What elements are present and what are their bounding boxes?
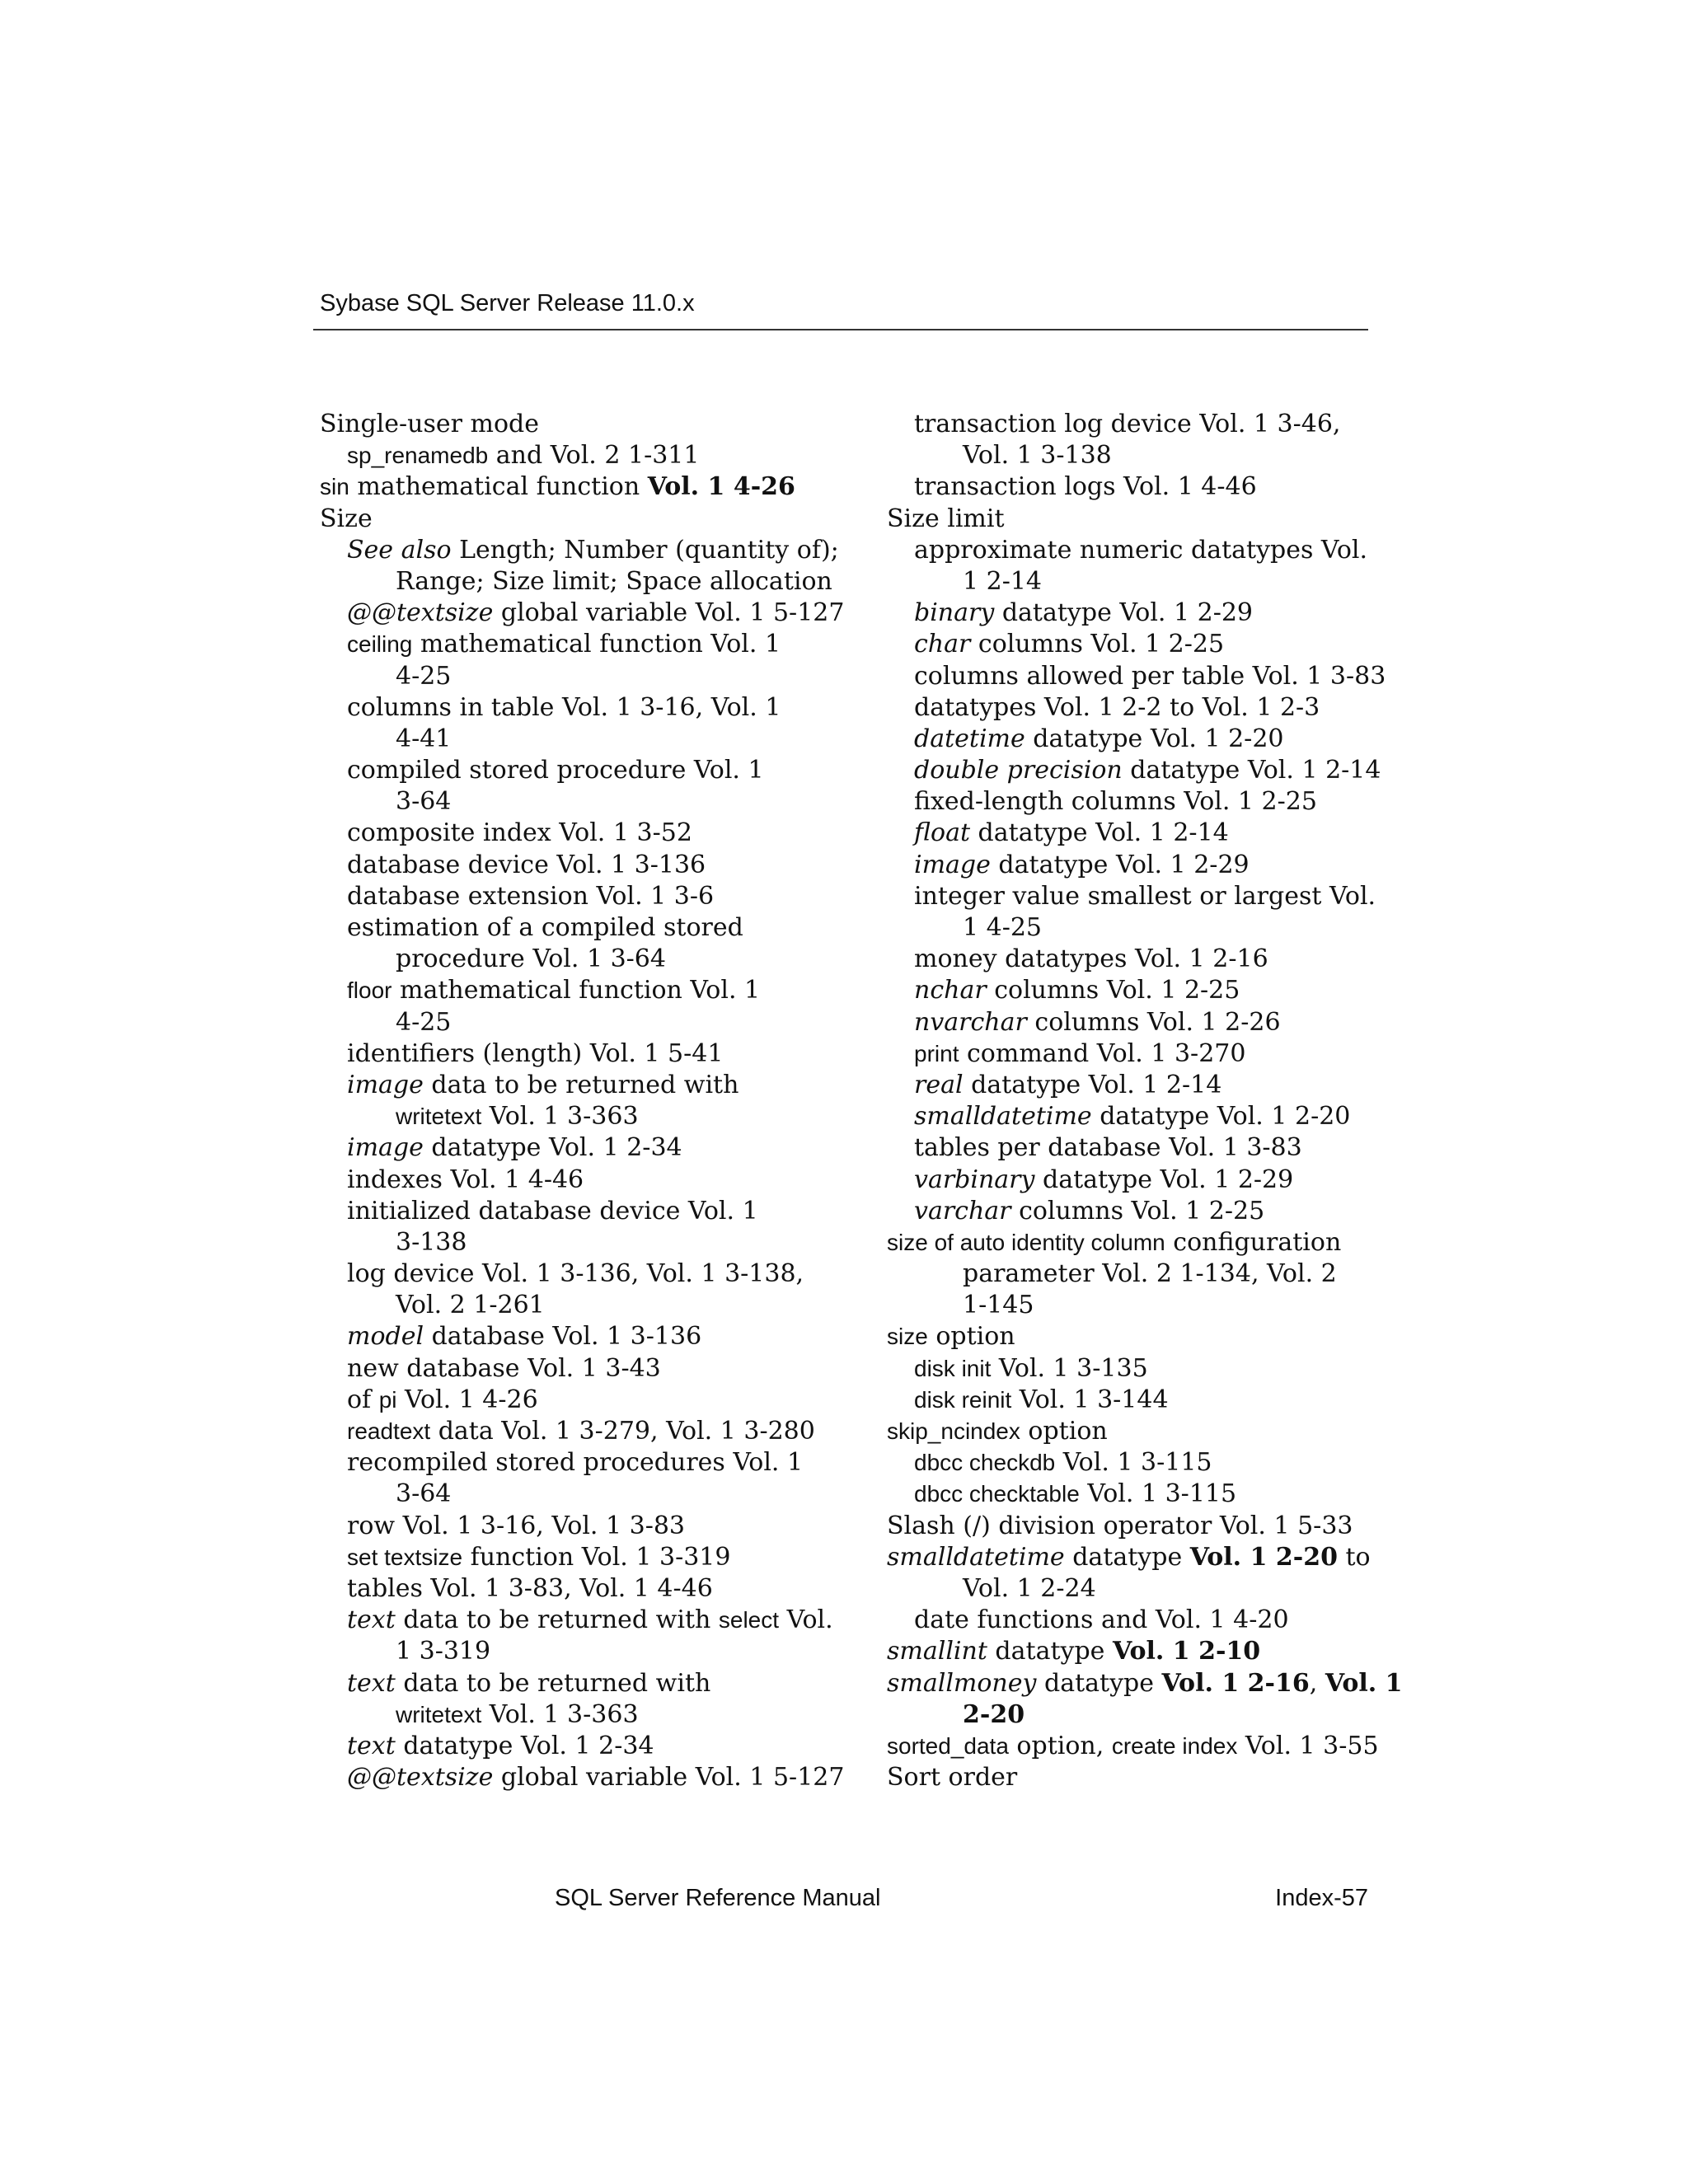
entry-text: double precision [914, 756, 1123, 785]
index-entry [887, 1007, 1381, 1038]
entry-text: recompiled stored procedures Vol. 1 [347, 1448, 804, 1478]
index-entry [320, 661, 831, 692]
entry-text: database extension Vol. 1 3-6 [347, 881, 715, 911]
index-entry [320, 1196, 831, 1227]
index-entry [887, 566, 1381, 598]
index-entry [320, 1699, 831, 1731]
entry-text: columns Vol. 1 2-25 [970, 630, 1225, 659]
index-entry [320, 535, 839, 566]
index-entry [320, 1007, 831, 1038]
index-entry [320, 504, 831, 535]
entry-text: option, [1008, 1731, 1112, 1760]
entry-text: identifiers (length) Vol. 1 5-41 [347, 1038, 724, 1068]
entry-text: Vol. 1 3-135 [991, 1353, 1148, 1383]
index-entry [887, 1479, 1381, 1510]
entry-text: fixed-length columns Vol. 1 2-25 [914, 787, 1317, 817]
entry-text: 3-138 [396, 1227, 467, 1257]
entry-text: dbcc checkdb [914, 1450, 1056, 1476]
index-entry [887, 1132, 1381, 1164]
entry-text: tables per database Vol. 1 3-83 [914, 1133, 1302, 1163]
entry-text: datatype [1064, 1542, 1190, 1572]
index-entry [320, 1447, 831, 1479]
entry-text: datatype Vol. 1 2-29 [990, 850, 1250, 879]
entry-text: Vol. 1 2-24 [963, 1573, 1096, 1603]
entry-text: columns allowed per table Vol. 1 3-83 [914, 661, 1386, 691]
index-entry [887, 1573, 1381, 1605]
entry-text: datatype Vol. 1 2-14 [970, 818, 1229, 848]
index-entry [320, 471, 831, 503]
entry-text: Vol. 1 4-26 [396, 1385, 538, 1414]
index-entry [320, 1385, 831, 1416]
index-entry [887, 755, 1381, 786]
entry-text: disk reinit [914, 1386, 1012, 1413]
entry-text: Slash (/) division operator Vol. 1 5-33 [887, 1511, 1353, 1540]
entry-text: Vol. 1 2-16 [1161, 1668, 1310, 1698]
entry-text: mathematical function Vol. 1 [392, 976, 761, 1005]
entry-text: See also [347, 535, 452, 565]
entry-text: smalldatetime [914, 1102, 1092, 1132]
entry-text: Size limit [887, 504, 1005, 533]
entry-text: floor [347, 977, 392, 1004]
index-entry [887, 881, 1381, 912]
entry-text: datetime [914, 724, 1025, 753]
entry-text: Vol. [779, 1605, 833, 1635]
index-entry [887, 1290, 1381, 1321]
entry-text: database Vol. 1 3-136 [424, 1322, 702, 1352]
index-entry [887, 504, 1381, 535]
index-entry [320, 1479, 831, 1510]
entry-text: , [1309, 1668, 1325, 1698]
index-entry [320, 1165, 831, 1196]
index-entry [320, 786, 831, 818]
entry-text: Vol. 1 3-115 [1055, 1448, 1212, 1478]
entry-text: 2-20 [963, 1699, 1025, 1729]
entry-text: Vol. 1 3-138 [963, 441, 1112, 471]
entry-text: Range; Size limit; Space allocation [396, 566, 832, 596]
index-entry [887, 1511, 1381, 1542]
entry-text: columns Vol. 1 2-25 [986, 976, 1240, 1005]
entry-text: skip_ncindex [887, 1418, 1020, 1444]
entry-text: columns in table Vol. 1 3-16, Vol. 1 [347, 692, 781, 722]
entry-text: varbinary [914, 1165, 1035, 1194]
index-entry [320, 1573, 831, 1605]
index-entry [887, 1605, 1381, 1636]
entry-text: sin [320, 474, 349, 500]
index-column-right [887, 409, 1403, 1793]
entry-text: 1-145 [963, 1291, 1034, 1320]
index-entry [320, 1290, 831, 1321]
entry-text: initialized database device Vol. 1 [347, 1196, 758, 1226]
index-entry [887, 850, 1381, 881]
entry-text: datatype Vol. 1 2-34 [423, 1133, 682, 1163]
index-entry [320, 1070, 831, 1101]
entry-text: transaction log device Vol. 1 3-46, [914, 410, 1341, 438]
index-entry [887, 535, 1381, 566]
entry-text: approximate numeric datatypes Vol. [914, 535, 1368, 565]
entry-text: Vol. 1 3-144 [1011, 1385, 1169, 1414]
entry-text: tables Vol. 1 3-83, Vol. 1 4-46 [347, 1573, 713, 1603]
index-entry [320, 1542, 831, 1573]
entry-text: data to be returned with [395, 1605, 719, 1635]
index-entry [887, 818, 1381, 849]
entry-text: Length; Number (quantity of); [451, 535, 839, 565]
index-entry [887, 1699, 1381, 1731]
entry-text: data Vol. 1 3-279, Vol. 1 3-280 [430, 1417, 815, 1446]
entry-text: of [347, 1385, 379, 1414]
entry-text: smallint [887, 1637, 987, 1666]
entry-text: datatype Vol. 1 2-20 [1091, 1102, 1351, 1132]
index-entry [320, 1353, 831, 1385]
entry-text: smallmoney [887, 1668, 1037, 1698]
index-entry [887, 944, 1381, 975]
entry-text: nvarchar [914, 1007, 1027, 1037]
index-entry [320, 912, 831, 944]
entry-text: configuration [1165, 1227, 1342, 1257]
entry-text: Vol. 1 2-20 [1189, 1542, 1338, 1572]
entry-text: composite index Vol. 1 3-52 [347, 818, 692, 848]
entry-text: indexes Vol. 1 4-46 [347, 1165, 584, 1194]
index-entry [320, 1762, 845, 1793]
entry-text: log device Vol. 1 3-136, Vol. 1 3-138, [347, 1259, 804, 1289]
footer-manual-title: SQL Server Reference Manual [555, 1885, 881, 1911]
entry-text: 1 2-14 [963, 566, 1043, 596]
index-entry [887, 1070, 1381, 1101]
entry-text: global variable Vol. 1 5-127 [493, 1763, 845, 1793]
entry-text: set textsize [347, 1544, 463, 1570]
entry-text: text [347, 1731, 396, 1760]
entry-text: data to be returned with [395, 1668, 711, 1698]
entry-text: dbcc checktable [914, 1481, 1080, 1507]
index-entry [887, 1636, 1381, 1667]
entry-text: new database Vol. 1 3-43 [347, 1353, 661, 1383]
entry-text: ceiling [347, 631, 413, 658]
entry-text: and Vol. 2 1-311 [488, 441, 700, 471]
entry-text: nchar [914, 976, 987, 1005]
index-entry [320, 724, 831, 755]
entry-text: 1 3-319 [396, 1637, 491, 1666]
entry-text: 1 4-25 [963, 913, 1043, 942]
entry-text: datatypes Vol. 1 2-2 to Vol. 1 2-3 [914, 692, 1320, 722]
index-entry [887, 1353, 1381, 1385]
entry-text: real [914, 1070, 964, 1099]
entry-text: Single-user mode [320, 410, 539, 438]
entry-text: sp_renamedb [347, 443, 489, 469]
index-entry [887, 912, 1381, 944]
entry-text: database device Vol. 1 3-136 [347, 850, 706, 879]
index-entry [887, 1447, 1381, 1479]
entry-text: columns Vol. 1 2-26 [1026, 1007, 1281, 1037]
index-entry [320, 1731, 831, 1762]
entry-text: command Vol. 1 3-270 [959, 1038, 1246, 1068]
entry-text: estimation of a compiled stored [347, 913, 743, 942]
index-entry [320, 1668, 831, 1699]
entry-text: Vol. 1 3-363 [481, 1699, 639, 1729]
entry-text: Vol. 1 [1325, 1668, 1403, 1698]
entry-text: datatype Vol. 1 2-20 [1025, 724, 1284, 753]
entry-text: writetext [396, 1701, 482, 1727]
entry-text: 4-41 [396, 724, 452, 753]
entry-text: transaction logs Vol. 1 4-46 [914, 472, 1257, 502]
entry-text: binary [914, 598, 995, 628]
index-entry [320, 1416, 831, 1447]
entry-text: select [718, 1607, 780, 1633]
entry-text: parameter Vol. 2 1-134, Vol. 2 [963, 1259, 1337, 1289]
index-entry [887, 661, 1386, 692]
entry-text: Vol. 1 2-10 [1112, 1637, 1261, 1666]
entry-text: 3-64 [396, 787, 452, 817]
index-entry [887, 409, 1381, 440]
index-entry [320, 566, 831, 598]
entry-text: writetext [396, 1104, 482, 1130]
entry-text: global variable Vol. 1 5-127 [493, 598, 845, 628]
entry-text: @@textsize [347, 1763, 494, 1793]
index-entry [320, 1511, 831, 1542]
index-entry [320, 1321, 831, 1352]
index-entry [887, 1101, 1381, 1132]
entry-text: 4-25 [396, 1007, 452, 1037]
entry-text: smalldatetime [887, 1542, 1065, 1572]
entry-text: datatype Vol. 1 2-29 [1034, 1165, 1294, 1194]
index-entry [887, 440, 1381, 471]
entry-text: create index [1111, 1732, 1238, 1759]
entry-text: datatype Vol. 1 2-14 [1122, 756, 1381, 785]
entry-text: function Vol. 1 3-319 [462, 1542, 731, 1572]
entry-text: char [914, 630, 971, 659]
entry-text: Vol. 1 3-363 [481, 1102, 639, 1132]
header-rule [313, 329, 1368, 330]
index-entry [320, 1227, 831, 1258]
index-entry [320, 850, 831, 881]
index-entry [320, 755, 831, 786]
entry-text: procedure Vol. 1 3-64 [396, 944, 666, 974]
entry-text: Vol. 2 1-261 [396, 1291, 545, 1320]
entry-text: model [347, 1322, 424, 1352]
entry-text: image [347, 1070, 424, 1099]
entry-text: to [1337, 1542, 1371, 1572]
entry-text: Sort order [887, 1763, 1018, 1793]
running-head: Sybase SQL Server Release 11.0.x [320, 290, 695, 316]
entry-text: image [347, 1133, 424, 1163]
index-entry [887, 786, 1381, 818]
index-entry [887, 724, 1381, 755]
index-entry [320, 818, 831, 849]
entry-text: option [1020, 1417, 1108, 1446]
entry-text: columns Vol. 1 2-25 [1010, 1196, 1265, 1226]
entry-text: integer value smallest or largest Vol. [914, 881, 1376, 911]
entry-text: sorted_data [887, 1732, 1009, 1759]
index-entry [887, 1165, 1381, 1196]
index-entry [887, 1542, 1381, 1573]
index-entry [320, 1132, 831, 1164]
index-entry [320, 881, 831, 912]
entry-text: disk init [914, 1355, 992, 1381]
entry-text: size of auto identity column [887, 1229, 1165, 1255]
index-entry [887, 1731, 1381, 1762]
entry-text: datatype Vol. 1 2-34 [395, 1731, 654, 1760]
entry-text: datatype [987, 1637, 1113, 1666]
entry-text: text [347, 1668, 396, 1698]
entry-text: size [887, 1324, 928, 1350]
entry-text: option [927, 1322, 1015, 1352]
index-column-left [320, 409, 845, 1793]
index-entry [320, 1605, 831, 1636]
index-entry [887, 692, 1381, 724]
entry-text: compiled stored procedure Vol. 1 [347, 756, 764, 785]
index-entry [320, 692, 831, 724]
index-entry [320, 1258, 831, 1290]
entry-text: Vol. 1 4-26 [647, 472, 795, 502]
entry-text: Vol. 1 3-115 [1079, 1479, 1237, 1509]
index-entry [887, 598, 1381, 629]
index-entry [320, 629, 831, 660]
entry-text: row Vol. 1 3-16, Vol. 1 3-83 [347, 1511, 686, 1540]
index-entry [887, 471, 1381, 503]
index-entry [887, 1762, 1381, 1793]
index-entry [320, 440, 831, 471]
index-entry [887, 1038, 1381, 1070]
entry-text: mathematical function [349, 472, 648, 502]
entry-text: pi [378, 1386, 397, 1413]
entry-text: float [914, 818, 971, 848]
index-entry [320, 1636, 831, 1667]
entry-text: datatype Vol. 1 2-14 [963, 1070, 1222, 1099]
index-entry [320, 409, 831, 440]
index-entry [887, 1258, 1381, 1290]
entry-text: Size [320, 504, 373, 533]
entry-text: date functions and Vol. 1 4-20 [914, 1605, 1289, 1635]
entry-text: varchar [914, 1196, 1011, 1226]
entry-text: image [914, 850, 991, 879]
index-entry [320, 598, 845, 629]
index-entry [887, 1196, 1381, 1227]
entry-text: data to be returned with [423, 1070, 739, 1099]
entry-text: readtext [347, 1418, 431, 1444]
entry-text: mathematical function Vol. 1 [412, 630, 781, 659]
entry-text: datatype [1036, 1668, 1162, 1698]
index-entry [887, 975, 1381, 1006]
entry-text: Vol. 1 3-55 [1237, 1731, 1379, 1760]
entry-text: money datatypes Vol. 1 2-16 [914, 944, 1268, 974]
index-entry [887, 1321, 1381, 1352]
entry-text: 4-25 [396, 661, 452, 691]
entry-text: 3-64 [396, 1479, 452, 1509]
index-entry [887, 1385, 1381, 1416]
index-entry [887, 1227, 1381, 1258]
footer-page-number: Index-57 [1275, 1885, 1368, 1911]
entry-text: @@textsize [347, 598, 494, 628]
index-entry [320, 1101, 831, 1132]
index-entry [887, 1668, 1403, 1699]
index-entry [320, 975, 831, 1006]
entry-text: text [347, 1605, 396, 1635]
index-entry [320, 1038, 831, 1070]
entry-text: print [914, 1040, 959, 1066]
index-entry [320, 944, 831, 975]
index-entry [887, 629, 1381, 660]
entry-text: datatype Vol. 1 2-29 [994, 598, 1254, 628]
index-entry [887, 1416, 1381, 1447]
